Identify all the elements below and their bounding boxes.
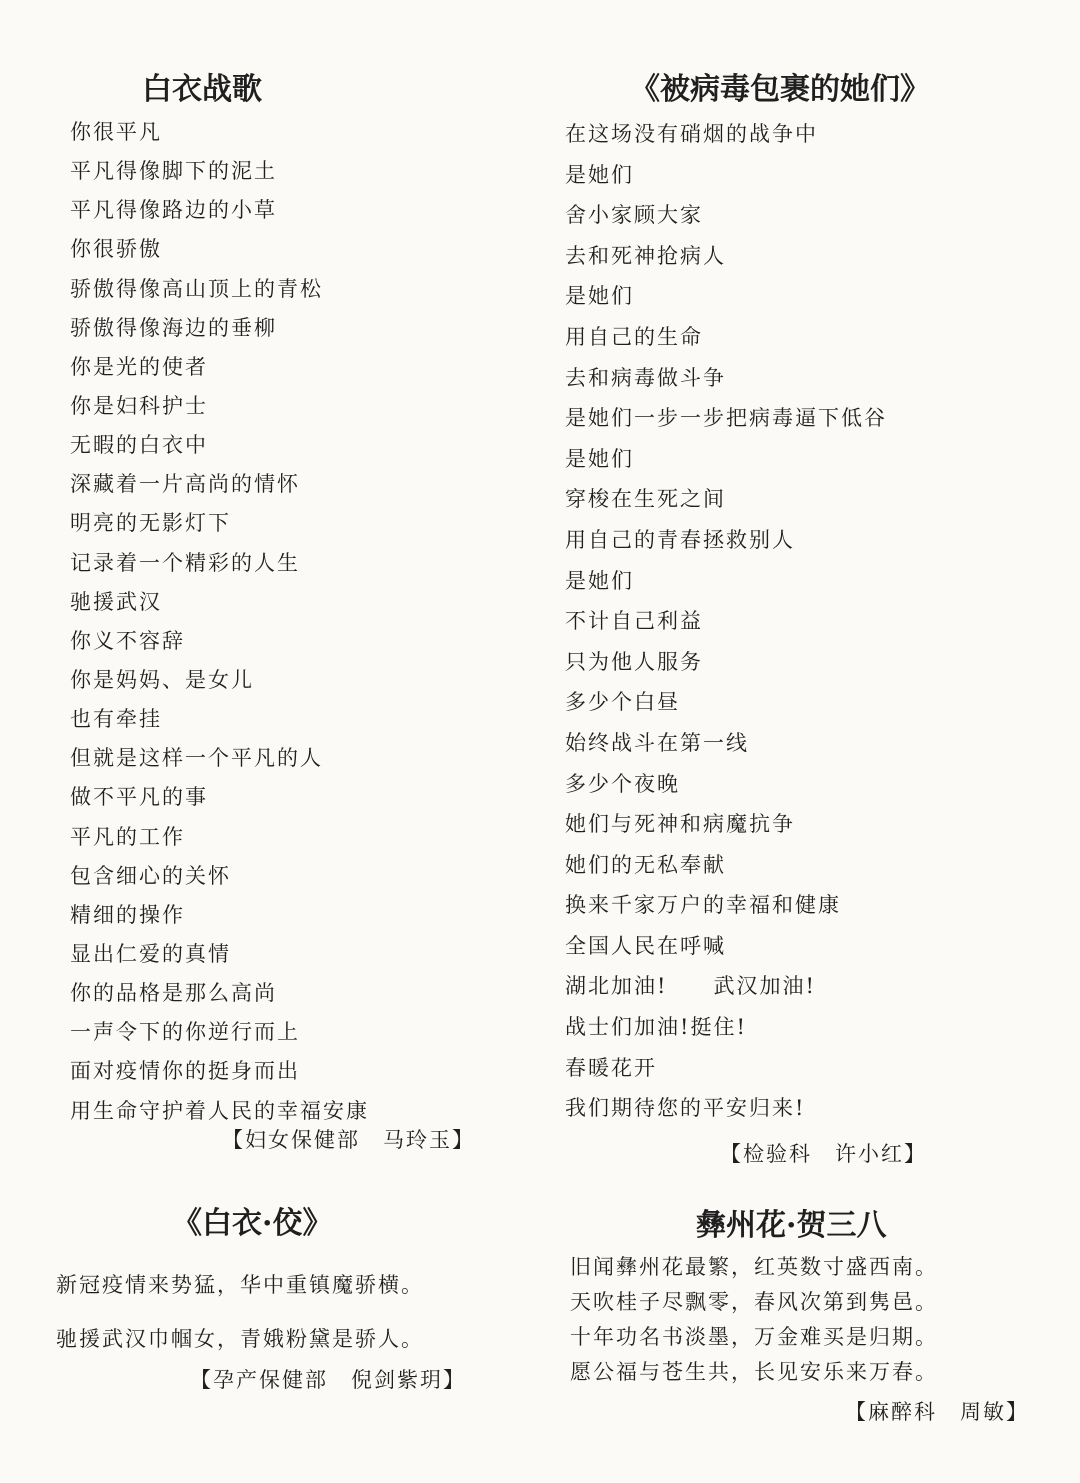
poem-white-coat-battle-song (0, 0, 540, 1170)
poem-line: 深藏着一片高尚的情怀 (70, 472, 300, 497)
poem-line: 天吹桂子尽飘零，春风次第到隽邑。 (570, 1290, 938, 1314)
poem-line: 始终战斗在第一线 (565, 730, 749, 755)
poem-line: 显出仁爱的真情 (70, 941, 231, 966)
poem-line: 平凡得像路边的小草 (70, 198, 277, 223)
poem-line: 你义不容辞 (70, 628, 185, 653)
poem-line: 你是光的使者 (70, 354, 208, 379)
poem-line: 你很平凡 (70, 120, 162, 144)
poem-line: 明亮的无影灯下 (70, 511, 231, 536)
poem-line: 在这场没有硝烟的战争中 (565, 122, 818, 146)
poem-line: 湖北加油! 武汉加油! (565, 974, 816, 999)
poem-title: 《白衣·佼》 (172, 1206, 333, 1241)
poem-line: 多少个夜晚 (565, 771, 680, 796)
poem-author: 【孕产保健部 倪剑紫玥】 (190, 1368, 466, 1392)
poem-line: 全国人民在呼喊 (565, 933, 726, 958)
poem-line: 面对疫情你的挺身而出 (70, 1059, 300, 1084)
poem-line: 用自己的青春拯救别人 (565, 527, 795, 552)
poem-line: 穿梭在生死之间 (565, 487, 726, 512)
poem-line: 记录着一个精彩的人生 (70, 550, 300, 575)
poem-lines (56, 1258, 424, 1366)
poem-white-coat-jiao (0, 1190, 540, 1410)
poem-line: 你很骄傲 (70, 237, 162, 262)
poem-line: 你是妈妈、是女儿 (70, 667, 254, 692)
poem-line: 是她们一步一步把病毒逼下低谷 (565, 406, 887, 431)
poem-line: 旧闻彝州花最繁，红英数寸盛西南。 (570, 1255, 938, 1279)
poem-line: 精细的操作 (70, 902, 185, 927)
poem-line: 十年功名书淡墨，万金难买是归期。 (570, 1325, 938, 1349)
poem-line: 多少个白昼 (565, 690, 680, 715)
poem-lines (70, 113, 369, 1131)
poem-line: 我们期待您的平安归来! (565, 1096, 806, 1121)
poem-line: 是她们 (565, 568, 634, 593)
poem-line: 骄傲得像高山顶上的青松 (70, 276, 323, 301)
poem-line: 一声令下的你逆行而上 (70, 1020, 300, 1045)
poem-line: 她们的无私奉献 (565, 852, 726, 877)
poem-author: 【麻醉科 周敏】 (845, 1400, 1029, 1424)
poem-line: 舍小家顾大家 (565, 203, 703, 228)
poem-author: 【妇女保健部 马玲玉】 (222, 1128, 475, 1152)
poem-line: 骄傲得像海边的垂柳 (70, 315, 277, 340)
poem-line: 你是妇科护士 (70, 393, 208, 418)
poem-line: 做不平凡的事 (70, 785, 208, 810)
poem-line: 平凡的工作 (70, 824, 185, 849)
poem-title: 《被病毒包裹的她们》 (630, 72, 930, 107)
poem-lines (565, 114, 887, 1129)
poem-line: 包含细心的关怀 (70, 863, 231, 888)
poem-line: 换来千家万户的幸福和健康 (565, 893, 841, 918)
poem-line: 是她们 (565, 162, 634, 187)
poem-yizhou-flower (540, 1190, 1080, 1440)
poem-line: 是她们 (565, 446, 634, 471)
poem-line: 新冠疫情来势猛，华中重镇魔骄横。 (56, 1273, 424, 1297)
poem-title: 白衣战歌 (142, 72, 262, 107)
poem-line: 用生命守护着人民的幸福安康 (70, 1098, 369, 1123)
poem-title: 彝州花·贺三八 (696, 1208, 887, 1243)
poem-line: 她们与死神和病魔抗争 (565, 812, 795, 837)
poem-line: 是她们 (565, 284, 634, 309)
poem-wrapped-by-virus (540, 0, 1080, 1180)
poem-line: 愿公福与苍生共，长见安乐来万春。 (570, 1360, 938, 1384)
poem-line: 也有牵挂 (70, 707, 162, 732)
poem-line: 不计自己利益 (565, 609, 703, 634)
poem-line: 驰援武汉 (70, 589, 162, 614)
poem-line: 你的品格是那么高尚 (70, 981, 277, 1006)
poem-line: 驰援武汉巾帼女，青娥粉黛是骄人。 (56, 1327, 424, 1351)
poem-lines (570, 1250, 938, 1390)
poem-line: 但就是这样一个平凡的人 (70, 746, 323, 771)
poem-line: 无暇的白衣中 (70, 433, 208, 458)
poem-author: 【检验科 许小红】 (720, 1142, 927, 1166)
poem-line: 用自己的生命 (565, 324, 703, 349)
poem-line: 战士们加油!挺住! (565, 1015, 747, 1040)
poem-line: 春暖花开 (565, 1055, 657, 1080)
poem-line: 去和病毒做斗争 (565, 365, 726, 390)
poem-line: 平凡得像脚下的泥土 (70, 159, 277, 184)
poem-line: 去和死神抢病人 (565, 243, 726, 268)
poem-line: 只为他人服务 (565, 649, 703, 674)
